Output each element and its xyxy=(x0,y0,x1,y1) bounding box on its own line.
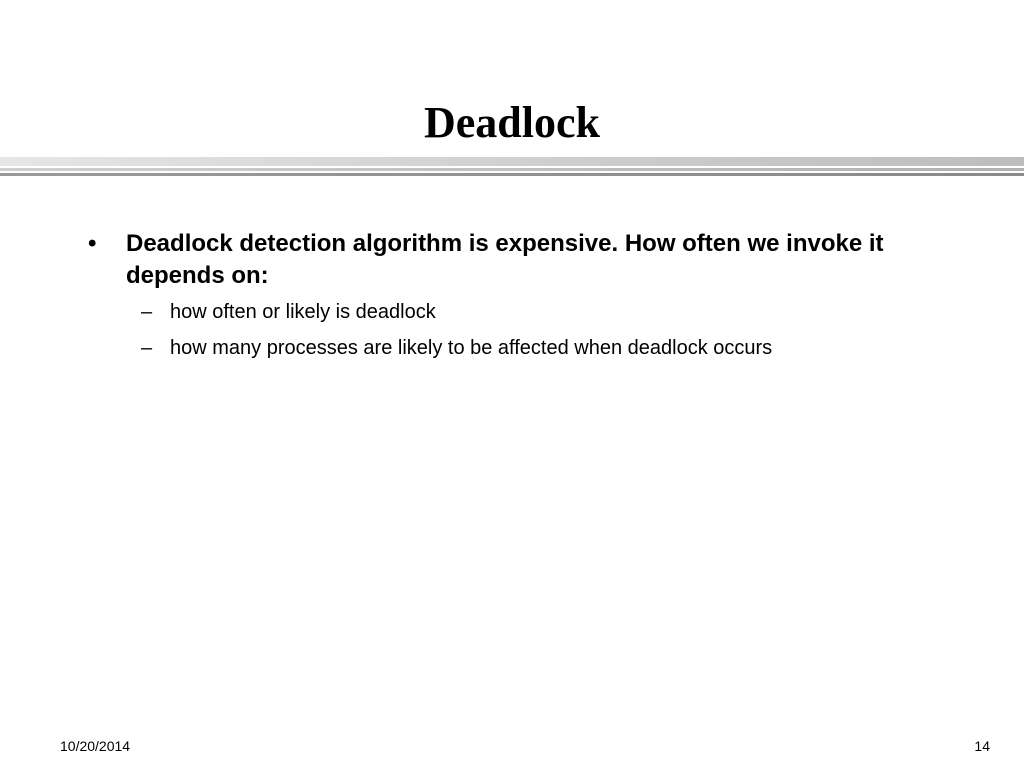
divider-line-middle xyxy=(0,168,1024,171)
bullet-item xyxy=(88,228,968,292)
bullet-dot-icon: • xyxy=(88,230,97,257)
divider-line-top xyxy=(0,157,1024,166)
dash-icon: – xyxy=(141,337,153,359)
sub-bullet-item xyxy=(141,335,968,361)
sub-bullet-list xyxy=(141,299,968,361)
sub-bullet-text: how often or likely is deadlock xyxy=(170,301,436,323)
sub-bullet-item xyxy=(141,299,968,325)
page-number: 14 xyxy=(974,738,990,754)
sub-bullet-text: how many processes are likely to be affected when deadlock occurs xyxy=(170,337,773,359)
title-divider xyxy=(0,157,1024,179)
dash-icon: – xyxy=(141,301,153,323)
slide-title: Deadlock xyxy=(424,98,600,147)
divider-line-bottom xyxy=(0,173,1024,176)
slide-body xyxy=(88,228,968,371)
bullet-text: Deadlock detection algorithm is expensive. How often we invoke it depends on: xyxy=(126,230,884,289)
footer-date: 10/20/2014 xyxy=(60,738,131,754)
